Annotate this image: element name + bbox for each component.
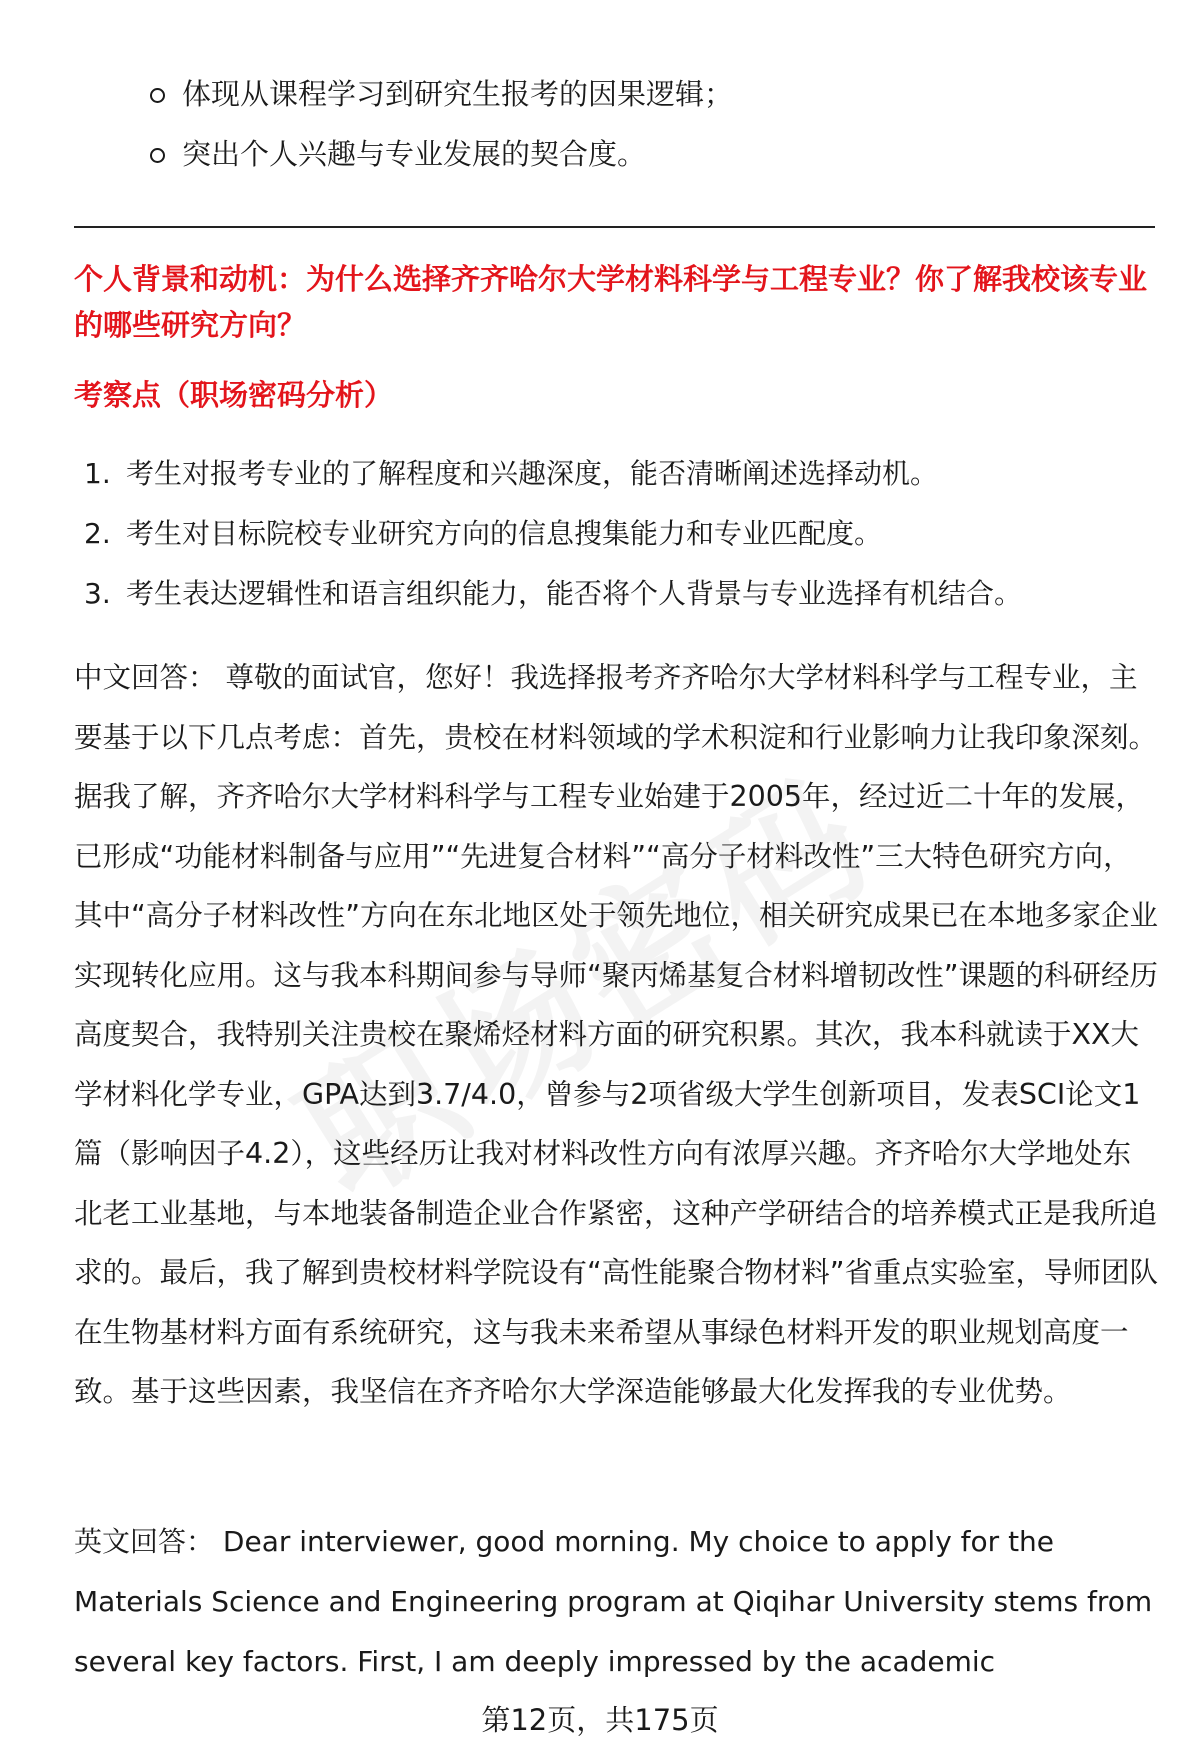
list-item [84, 444, 1164, 504]
list-number: 1. [84, 457, 111, 490]
hollow-bullet-icon [150, 148, 165, 163]
english-answer-paragraph: 英文回答： Dear interviewer, good morning. My choice to apply for the Materials Science and Engineering program at Qiqihar University stems from several key factors. First, I am deeply impressed by the academic [74, 1525, 1153, 1678]
list-number: 3. [84, 577, 111, 610]
list-item [84, 504, 1164, 564]
bullet-list [150, 64, 1150, 184]
chinese-answer-paragraph: 中文回答： 尊敬的面试官，您好！我选择报考齐齐哈尔大学材料科学与工程专业，主要基于以下几点考虑：首先，贵校在材料领域的学术积淀和行业影响力让我印象深刻。据我了解，齐齐哈尔大学材料科学与工程专业始建于2005年，经过近二十年的发展，已形成“功能材料制备与应用”“先进复合材料”“高分子材料改性”三大特色研究方向，其中“高分子材料改性”方向在东北地区处于领先地位，相关研究成果已在本地多家企业实现转化应用。这与我本科期间参与导师“聚丙烯基复合材料增韧改性”课题的科研经历高度契合，我特别关注贵校在聚烯烃材料方面的研究积累。其次，我本科就读于XX大学材料化学专业，GPA达到3.7/4.0，曾参与2项省级大学生创新项目，发表SCI论文1篇（影响因子4.2），这些经历让我对材料改性方向有浓厚兴趣。齐齐哈尔大学地处东北老工业基地，与本地装备制造企业合作紧密，这种产学研结合的培养模式正是我所追求的。最后，我了解到贵校材料学院设有“高性能聚合物材料”省重点实验室，导师团队在生物基材料方面有系统研究，这与我未来希望从事绿色材料开发的职业规划高度一致。基于这些因素，我坚信在齐齐哈尔大学深造能够最大化发挥我的专业优势。 [74, 661, 1159, 1408]
list-text: 考生对目标院校专业研究方向的信息搜集能力和专业匹配度。 [126, 517, 883, 550]
assessment-points-list [84, 444, 1164, 624]
bullet-item [150, 124, 1150, 184]
hollow-bullet-icon [150, 88, 165, 103]
list-item [84, 564, 1164, 624]
question-heading: 个人背景和动机：为什么选择齐齐哈尔大学材料科学与工程专业？你了解我校该专业的哪些研究方向？ [74, 262, 1148, 342]
list-text: 考生对报考专业的了解程度和兴趣深度，能否清晰阐述选择动机。 [126, 457, 939, 490]
assessment-points-heading: 考察点（职场密码分析） [74, 378, 394, 412]
bullet-text: 体现从课程学习到研究生报考的因果逻辑； [182, 77, 734, 111]
bullet-text: 突出个人兴趣与专业发展的契合度。 [182, 137, 647, 171]
page-number-footer: 第12页，共175页 [481, 1703, 719, 1737]
bullet-item [150, 64, 1150, 124]
list-text: 考生表达逻辑性和语言组织能力，能否将个人背景与专业选择有机结合。 [126, 577, 1023, 610]
list-number: 2. [84, 517, 111, 550]
horizontal-divider [74, 226, 1155, 228]
